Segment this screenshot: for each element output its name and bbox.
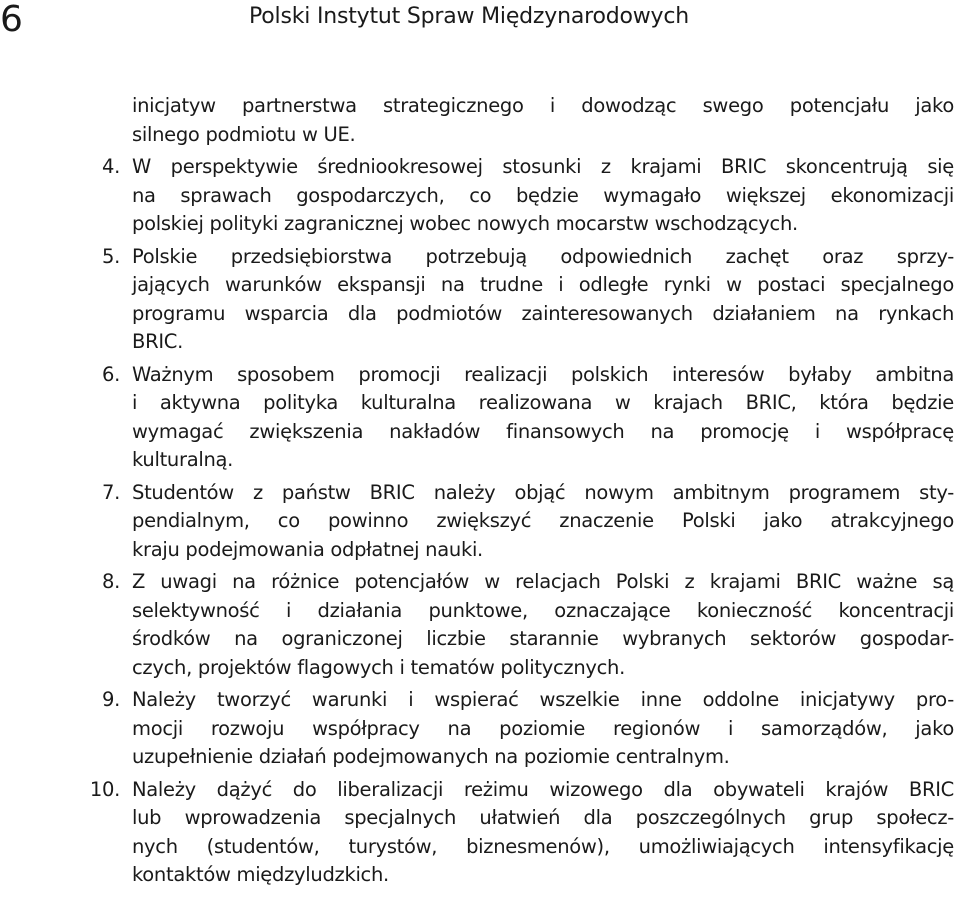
page-number: 6 (0, 0, 23, 40)
text-line: uzupełnienie działań podejmowanych na poziomie centralnym. (132, 745, 730, 768)
page-body (89, 92, 954, 890)
text-line: BRIC. (132, 330, 183, 353)
text-line: kulturalną. (132, 448, 234, 471)
list-item-number: 9. (101, 688, 120, 711)
text-line: Studentów z państw BRIC należy objąć nowym ambitnym programem sty- (132, 480, 954, 504)
running-title: Polski Instytut Spraw Międzynarodowych (249, 4, 690, 29)
text-line: lub wprowadzenia specjalnych ułatwień dla poszczególnych grup społecz- (132, 806, 954, 829)
list-item-number: 5. (101, 244, 120, 268)
text-line: inicjatyw partnerstwa strategicznego i dowodząc swego potencjału jako (132, 94, 954, 117)
list-item (89, 776, 954, 890)
text-line: Należy tworzyć warunki i wspierać wszelkie inne oddolne inicjatywy pro- (132, 688, 954, 711)
text-line: selektywność i działania punktowe, oznaczające konieczność koncentracji (132, 598, 954, 622)
text-line: polskiej polityki zagranicznej wobec nowych mocarstw wschodzących. (132, 212, 798, 235)
list-item (101, 243, 954, 357)
text-line: czych, projektów flagowych i tematów politycznych. (132, 655, 626, 679)
list-item-number: 4. (101, 155, 120, 178)
text-line: W perspektywie średniookresowej stosunki z krajami BRIC skoncentrują się (132, 155, 954, 178)
list-item (101, 686, 954, 772)
continuation-paragraph (132, 92, 954, 149)
text-line: nych (studentów, turystów, biznesmenów), umożliwiających intensyfikację (132, 834, 954, 858)
text-line: wymagać zwiększenia nakładów finansowych na promocję i współpracę (132, 419, 954, 443)
page-header (0, 0, 960, 60)
text-line: pendialnym, co powinno zwiększyć znaczenie Polski jako atrakcyjnego (132, 509, 954, 532)
list-item-number: 10. (89, 777, 120, 801)
text-line: Ważnym sposobem promocji realizacji polskich interesów byłaby ambitna (132, 362, 954, 386)
recommendations-list (89, 153, 954, 890)
text-line: silnego podmiotu w UE. (132, 122, 356, 146)
text-line: jających warunków ekspansji na trudne i odległe rynki w postaci specjalnego (132, 273, 954, 296)
text-line: Polskie przedsiębiorstwa potrzebują odpowiednich zachęt oraz sprzy- (132, 244, 954, 268)
text-line: środków na ograniczonej liczbie starannie wybranych sektorów gospodar- (132, 627, 954, 650)
list-item (101, 361, 954, 475)
text-line: na sprawach gospodarczych, co będzie wymagało większej ekonomizacji (132, 183, 954, 207)
list-item-number: 7. (101, 480, 120, 504)
text-line: kraju podejmowania odpłatnej nauki. (132, 537, 483, 561)
text-line: Należy dążyć do liberalizacji reżimu wizowego dla obywateli krajów BRIC (132, 777, 954, 801)
list-item (101, 479, 954, 565)
text-line: mocji rozwoju współpracy na poziomie regionów i samorządów, jako (132, 716, 954, 740)
text-line: programu wsparcia dla podmiotów zainteresowanych działaniem na rynkach (132, 301, 954, 325)
text-line: i aktywna polityka kulturalna realizowana w krajach BRIC, która będzie (132, 391, 954, 414)
text-line: Z uwagi na różnice potencjałów w relacjach Polski z krajami BRIC ważne są (132, 570, 954, 593)
text-line: kontaktów międzyludzkich. (132, 863, 389, 886)
list-item (101, 153, 954, 239)
list-item-number: 6. (101, 362, 120, 386)
list-item-number: 8. (101, 570, 120, 593)
list-item (101, 568, 954, 682)
